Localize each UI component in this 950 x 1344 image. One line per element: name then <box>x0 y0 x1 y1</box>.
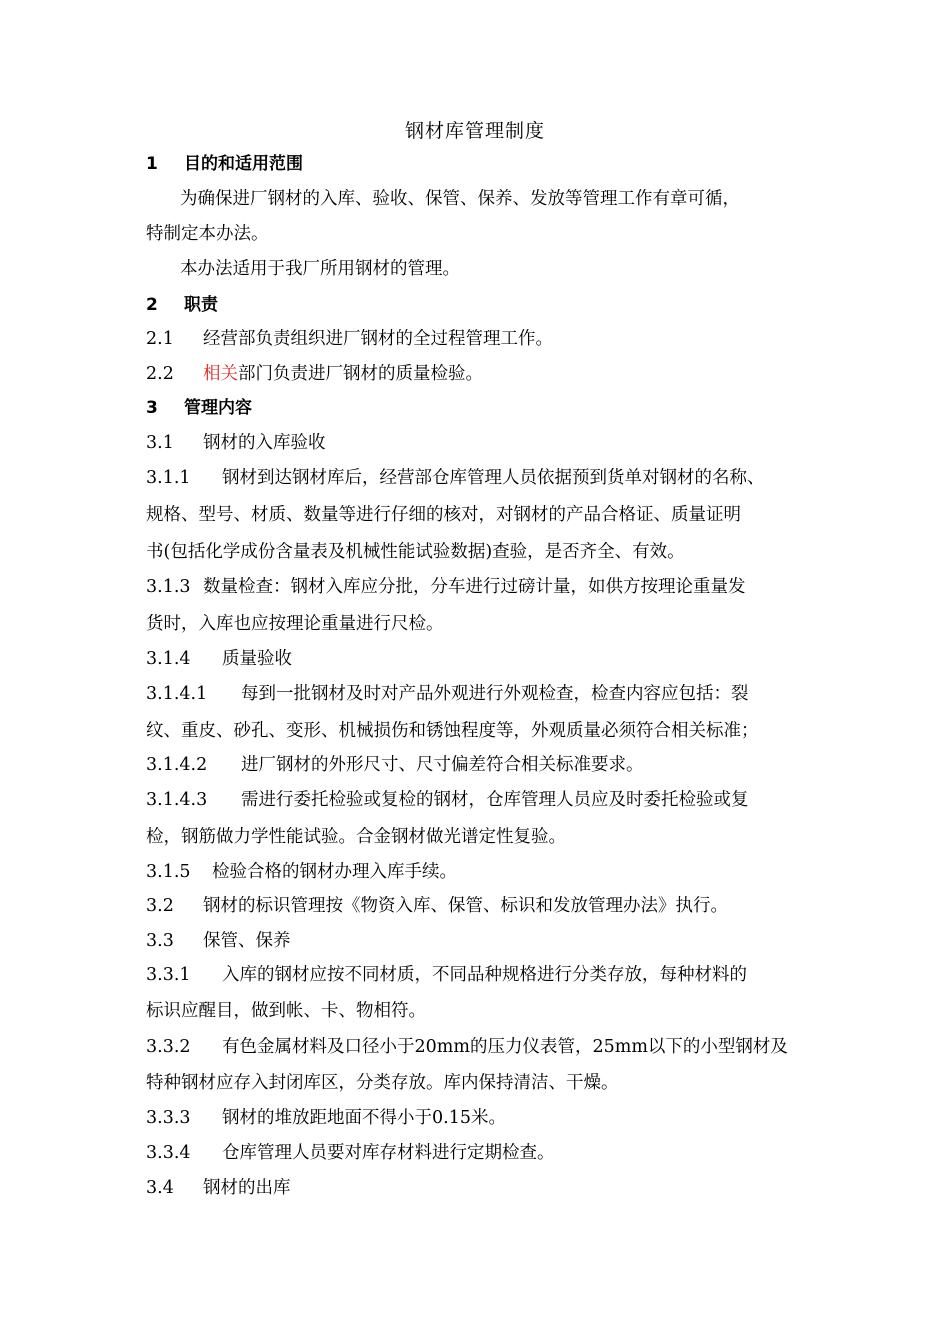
clause-3-4: 3.4 钢材的出库 <box>146 1178 291 1198</box>
clause-3-1-4-1-cont: 纹、重皮、砂孔、变形、机械损伤和锈蚀程度等，外观质量必须符合相关标准； <box>146 721 759 741</box>
clause-2-2: 2.2 相关部门负责进厂钢材的质量检验。 <box>146 364 483 384</box>
section-title: 管理内容 <box>184 398 252 418</box>
paragraph: 特制定本办法。 <box>146 224 269 244</box>
clause-3-3: 3.3 保管、保养 <box>146 931 291 951</box>
section-1-heading <box>146 152 303 176</box>
clause-3-3-2-cont: 特种钢材应存入封闭库区，分类存放。库内保持清洁、干燥。 <box>146 1073 619 1093</box>
section-title: 目的和适用范围 <box>184 154 303 174</box>
paragraph: 为确保进厂钢材的入库、验收、保管、保养、发放等管理工作有章可循， <box>180 189 740 209</box>
clause-3-1-4-3: 3.1.4.3 需进行委托检验或复检的钢材，仓库管理人员应及时委托检验或复 <box>146 790 749 810</box>
document-title: 钢材库管理制度 <box>404 120 545 142</box>
clause-3-2: 3.2 钢材的标识管理按《物资入库、保管、标识和发放管理办法》执行。 <box>146 896 728 916</box>
clause-3-1-4: 3.1.4 质量验收 <box>146 649 292 669</box>
clause-3-1-4-3-cont: 检，钢筋做力学性能试验。合金钢材做光谱定性复验。 <box>146 827 566 847</box>
clause-3-1-5: 3.1.5 检验合格的钢材办理入库手续。 <box>146 862 457 882</box>
clause-3-1-3: 3.1.3 数量检查：钢材入库应分批，分车进行过磅计量，如供方按理论重量发 <box>146 577 746 597</box>
clause-3-3-3: 3.3.3 钢材的堆放距地面不得小于0.15米。 <box>146 1108 506 1128</box>
section-number: 1 <box>146 154 158 174</box>
clause-2-1: 2.1 经营部负责组织进厂钢材的全过程管理工作。 <box>146 329 553 349</box>
clause-3-1-1-cont: 书(包括化学成份含量表及机械性能试验数据)查验，是否齐全、有效。 <box>146 542 685 562</box>
paragraph: 本办法适用于我厂所用钢材的管理。 <box>180 259 460 279</box>
clause-3-3-2: 3.3.2 有色金属材料及口径小于20mm的压力仪表管，25mm以下的小型钢材及 <box>146 1037 788 1057</box>
clause-3-1-3-cont: 货时，入库也应按理论重量进行尺检。 <box>146 614 444 634</box>
section-number: 2 <box>146 295 158 315</box>
clause-3-1-4-2: 3.1.4.2 进厂钢材的外形尺寸、尺寸偏差符合相关标准要求。 <box>146 755 644 775</box>
clause-3-1-4-1: 3.1.4.1 每到一批钢材及时对产品外观进行外观检查，检查内容应包括：裂 <box>146 684 749 704</box>
section-title: 职责 <box>184 295 218 315</box>
highlighted-text: 相关 <box>203 364 238 384</box>
clause-3-3-1: 3.3.1 入库的钢材应按不同材质，不同品种规格进行分类存放，每种材料的 <box>146 965 747 985</box>
clause-3-1: 3.1 钢材的入库验收 <box>146 433 326 453</box>
clause-3-3-4: 3.3.4 仓库管理人员要对库存材料进行定期检查。 <box>146 1143 555 1163</box>
section-number: 3 <box>146 398 158 418</box>
section-3-heading <box>146 396 252 420</box>
section-2-heading <box>146 293 218 317</box>
clause-3-3-1-cont: 标识应醒目，做到帐、卡、物相符。 <box>146 1001 426 1021</box>
clause-3-1-1: 3.1.1 钢材到达钢材库后，经营部仓库管理人员依据预到货单对钢材的名称、 <box>146 468 765 488</box>
clause-3-1-1-cont: 规格、型号、材质、数量等进行仔细的核对，对钢材的产品合格证、质量证明 <box>146 505 741 525</box>
